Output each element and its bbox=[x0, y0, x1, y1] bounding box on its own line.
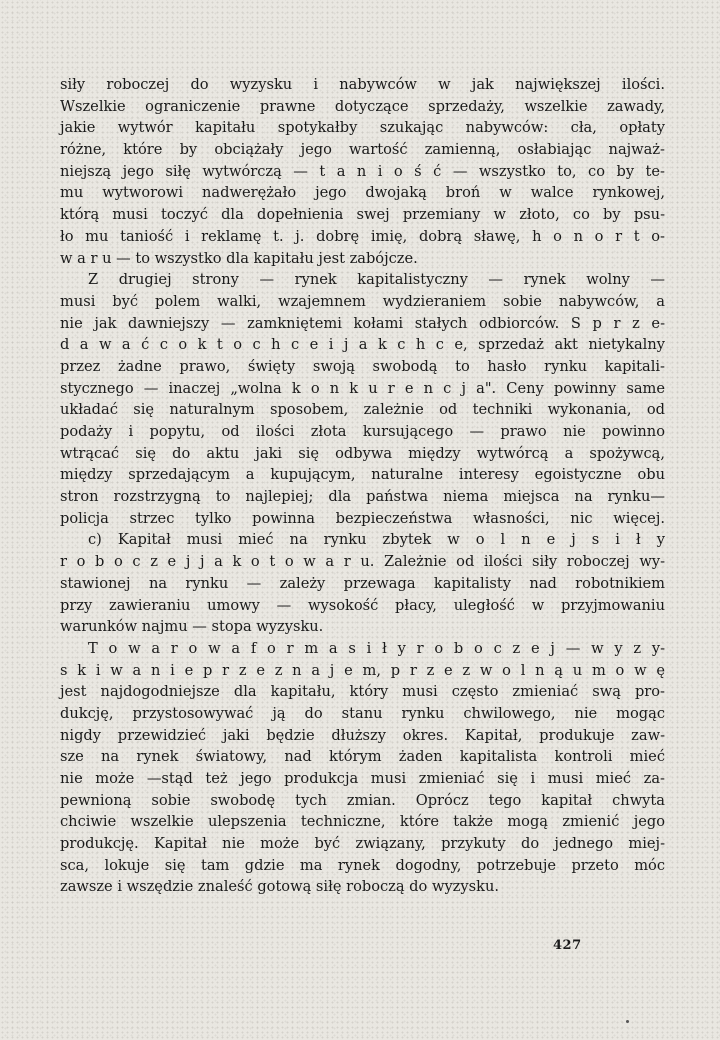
text-line: zawsze i wszędzie znaleść gotową siłę roboczą do wyzysku. bbox=[60, 878, 499, 896]
text-line: dukcję, przystosowywać ją do stanu rynku chwilowego, nie mogąc bbox=[60, 704, 665, 722]
text-line: przy zawieraniu umowy — wysokość płacy, uległość w przyjmowaniu bbox=[60, 596, 665, 614]
text-line: d a w a ć c o k t o c h c e i j a k c h c e, sprzedaż akt nietykalny bbox=[60, 336, 665, 354]
text-line: ło mu taniość i reklamę t. j. dobrę imię, dobrą sławę, h o n o r t o- bbox=[60, 227, 665, 245]
text-line: stawionej na rynku — zależy przewaga kapitalisty nad robotnikiem bbox=[60, 574, 665, 592]
text-line: policja strzec tylko powinna bezpieczeństwa własności, nic więcej. bbox=[60, 509, 665, 527]
text-line: w a r u — to wszystko dla kapitału jest zabójcze. bbox=[60, 249, 418, 267]
text-line: pewnioną sobie swobodę tych zmian. Oprócz tego kapitał chwyta bbox=[60, 791, 665, 809]
text-line: produkcję. Kapitał nie może być związany, przykuty do jednego miej- bbox=[60, 835, 665, 853]
text-line: chciwie wszelkie ulepszenia techniczne, które także mogą zmienić jego bbox=[60, 813, 665, 831]
text-line: jakie wytwór kapitału spotykałby szukając nabywców: cła, opłaty bbox=[60, 119, 665, 137]
text-line: Wszelkie ograniczenie prawne dotyczące sprzedaży, wszelkie zawady, bbox=[60, 97, 665, 115]
text-line: podaży i popytu, od ilości złota kursującego — prawo nie powinno bbox=[60, 423, 665, 440]
text-line: niejszą jego siłę wytwórczą — t a n i o ś ć — wszystko to, co by te- bbox=[60, 162, 665, 180]
page-number: 427 bbox=[553, 938, 582, 953]
text-line: r o b o c z e j j a k o t o w a r u. Zależnie od ilości siły roboczej wy- bbox=[60, 553, 665, 571]
text-line: różne, które by obciążały jego wartość zamienną, osłabiając najważ- bbox=[60, 141, 665, 159]
text-line: warunków najmu — stopa wyzysku. bbox=[60, 618, 324, 636]
text-line: jest najdogodniejsze dla kapitału, który musi często zmieniać swą pro- bbox=[60, 683, 665, 701]
text-line: stron rozstrzygną to najlepiej; dla państwa niema miejsca na rynku— bbox=[60, 488, 665, 506]
text-line: musi być polem walki, wzajemnem wydzieraniem sobie nabywców, a bbox=[60, 292, 665, 310]
text-line: sze na rynek światowy, nad którym żaden kapitalista kontroli mieć bbox=[60, 748, 665, 766]
text-line: stycznego — inaczej „wolna k o n k u r e n c j a". Ceny powinny same bbox=[60, 379, 665, 397]
text-line: mu wytworowi nadwerężało jego dwojaką broń w walce rynkowej, bbox=[60, 184, 665, 202]
text-line: Z drugiej strony — rynek kapitalistyczny — rynek wolny — bbox=[88, 271, 665, 289]
body-text bbox=[60, 74, 665, 898]
scan-speck bbox=[626, 1020, 629, 1023]
text-line: T o w a r o w a f o r m a s i ł y r o b o c z e j — w y z y- bbox=[88, 639, 665, 657]
text-line: przez żadne prawo, święty swoją swobodą to hasło rynku kapitali- bbox=[60, 357, 665, 375]
text-line: nigdy przewidzieć jaki będzie dłuższy okres. Kapitał, produkuje zaw- bbox=[60, 726, 665, 744]
text-line: układać się naturalnym sposobem, zależnie od techniki wykonania, od bbox=[60, 401, 665, 419]
text-line: nie jak dawniejszy — zamkniętemi kołami stałych odbiorców. S p r z e- bbox=[60, 314, 665, 332]
text-line: którą musi toczyć dla dopełnienia swej przemiany w złoto, co by psu- bbox=[60, 206, 665, 224]
text-line: siły roboczej do wyzysku i nabywców w jak największej ilości. bbox=[60, 76, 665, 93]
text-line: c) Kapitał musi mieć na rynku zbytek w o l n e j s i ł y bbox=[88, 531, 665, 549]
text-line: s k i w a n i e p r z e z n a j e m, p r z e z w o l n ą u m o w ę bbox=[60, 661, 665, 679]
text-line: nie może —stąd też jego produkcja musi zmieniać się i musi mieć za- bbox=[60, 770, 665, 787]
text-line: wtrącać się do aktu jaki się odbywa między wytwórcą a spożywcą, bbox=[60, 444, 665, 462]
text-line: między sprzedającym a kupującym, naturalne interesy egoistyczne obu bbox=[60, 466, 665, 484]
text-line: sca, lokuje się tam gdzie ma rynek dogodny, potrzebuje przeto móc bbox=[60, 856, 665, 874]
